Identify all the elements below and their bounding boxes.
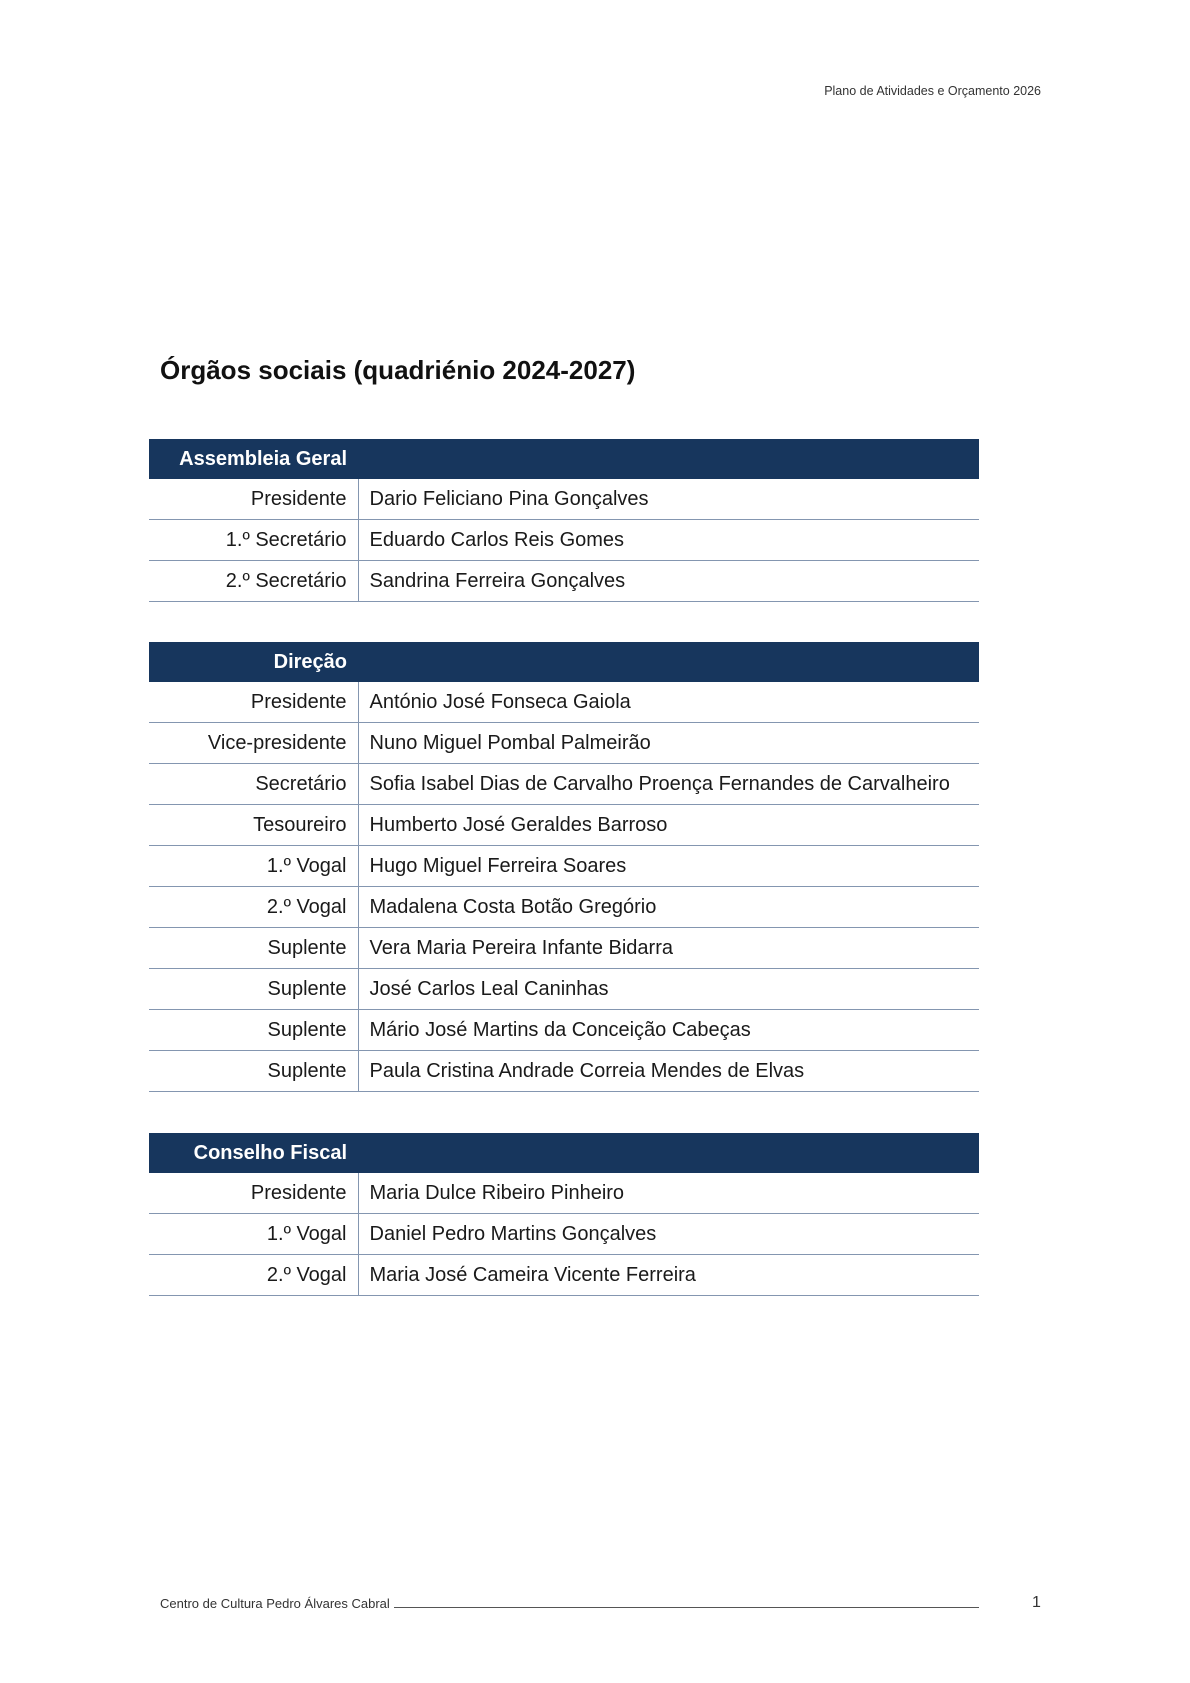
table-row: [149, 805, 979, 846]
role-cell: Vice-presidente: [149, 723, 358, 764]
table-row: [149, 1051, 979, 1092]
name-cell: Mário José Martins da Conceição Cabeças: [358, 1010, 979, 1051]
role-cell: Secretário: [149, 764, 358, 805]
name-cell: Nuno Miguel Pombal Palmeirão: [358, 723, 979, 764]
running-header: Plano de Atividades e Orçamento 2026: [824, 84, 1041, 98]
table-row: [149, 561, 979, 602]
name-cell: Paula Cristina Andrade Correia Mendes de Elvas: [358, 1051, 979, 1092]
section-heading: Conselho Fiscal: [149, 1133, 358, 1173]
section-heading: Assembleia Geral: [149, 439, 358, 479]
role-cell: Suplente: [149, 969, 358, 1010]
name-cell: Dario Feliciano Pina Gonçalves: [358, 479, 979, 520]
section-heading-filler: [358, 642, 979, 682]
role-cell: Tesoureiro: [149, 805, 358, 846]
name-cell: Hugo Miguel Ferreira Soares: [358, 846, 979, 887]
table-header-row: [149, 1133, 979, 1173]
name-cell: Madalena Costa Botão Gregório: [358, 887, 979, 928]
role-cell: Suplente: [149, 1051, 358, 1092]
role-cell: Suplente: [149, 928, 358, 969]
footer-rule: [394, 1607, 979, 1608]
table-row: [149, 1173, 979, 1214]
direcao-table: [149, 642, 979, 1092]
table-row: [149, 846, 979, 887]
role-cell: 2.º Vogal: [149, 1255, 358, 1296]
table-row: [149, 1214, 979, 1255]
role-cell: 2.º Secretário: [149, 561, 358, 602]
role-cell: 1.º Vogal: [149, 846, 358, 887]
name-cell: Daniel Pedro Martins Gonçalves: [358, 1214, 979, 1255]
table-row: [149, 1010, 979, 1051]
name-cell: António José Fonseca Gaiola: [358, 682, 979, 723]
section-heading: Direção: [149, 642, 358, 682]
table-row: [149, 969, 979, 1010]
name-cell: Maria José Cameira Vicente Ferreira: [358, 1255, 979, 1296]
role-cell: 1.º Vogal: [149, 1214, 358, 1255]
name-cell: Maria Dulce Ribeiro Pinheiro: [358, 1173, 979, 1214]
role-cell: Presidente: [149, 479, 358, 520]
assembleia-geral-table: [149, 439, 979, 602]
page-number: 1: [1032, 1594, 1041, 1611]
page-footer: [160, 1596, 979, 1611]
name-cell: Sofia Isabel Dias de Carvalho Proença Fernandes de Carvalheiro: [358, 764, 979, 805]
name-cell: Humberto José Geraldes Barroso: [358, 805, 979, 846]
table-row: [149, 520, 979, 561]
table-row: [149, 887, 979, 928]
table-row: [149, 723, 979, 764]
table-row: [149, 479, 979, 520]
role-cell: Presidente: [149, 682, 358, 723]
name-cell: Vera Maria Pereira Infante Bidarra: [358, 928, 979, 969]
table-row: [149, 928, 979, 969]
section-heading-filler: [358, 439, 979, 479]
table-row: [149, 682, 979, 723]
table-row: [149, 1255, 979, 1296]
name-cell: Eduardo Carlos Reis Gomes: [358, 520, 979, 561]
role-cell: Presidente: [149, 1173, 358, 1214]
table-row: [149, 764, 979, 805]
page-title: Órgãos sociais (quadriénio 2024-2027): [160, 355, 636, 385]
footer-organization: Centro de Cultura Pedro Álvares Cabral: [160, 1596, 390, 1611]
role-cell: 2.º Vogal: [149, 887, 358, 928]
section-heading-filler: [358, 1133, 979, 1173]
role-cell: 1.º Secretário: [149, 520, 358, 561]
table-header-row: [149, 439, 979, 479]
role-cell: Suplente: [149, 1010, 358, 1051]
name-cell: José Carlos Leal Caninhas: [358, 969, 979, 1010]
conselho-fiscal-table: [149, 1133, 979, 1296]
table-header-row: [149, 642, 979, 682]
name-cell: Sandrina Ferreira Gonçalves: [358, 561, 979, 602]
